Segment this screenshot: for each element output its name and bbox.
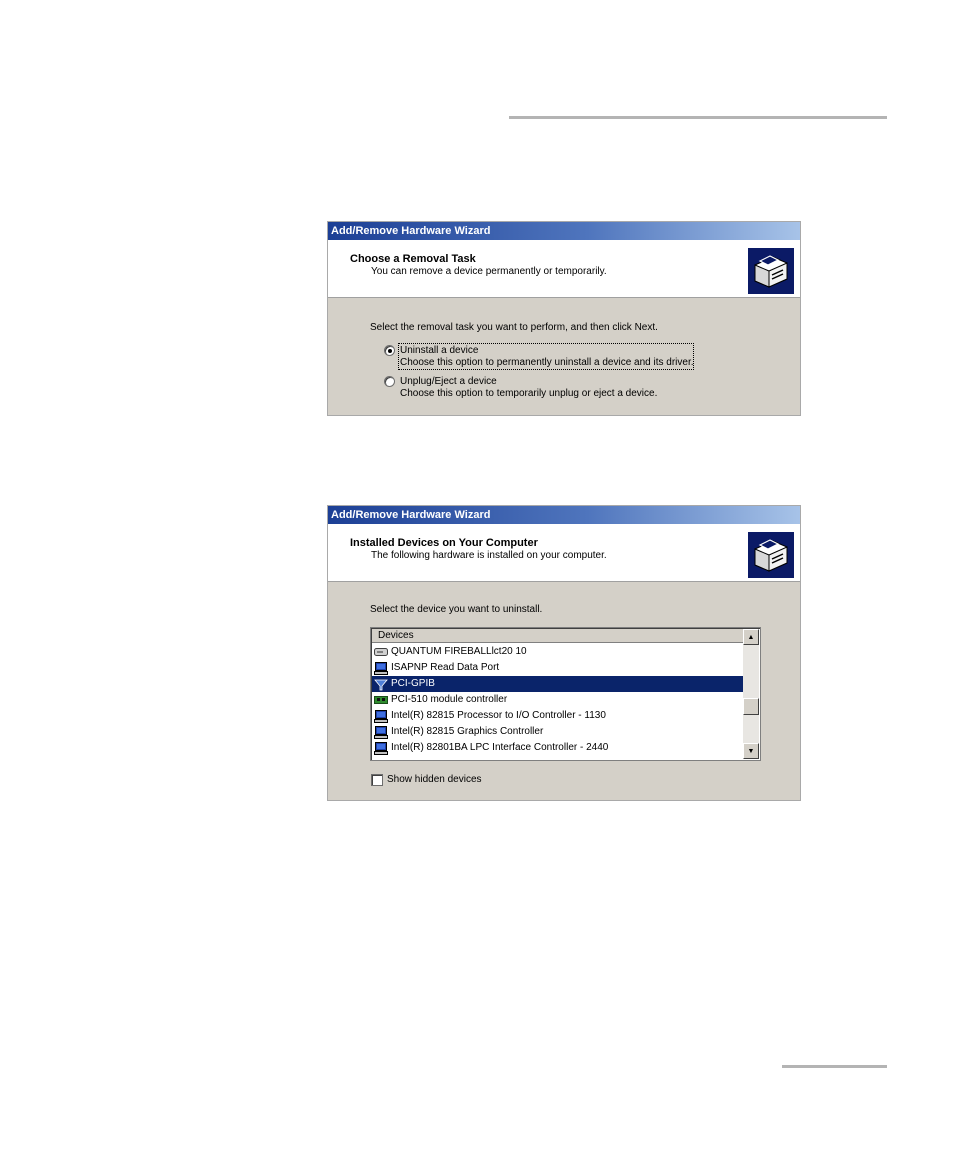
device-row[interactable]: ISAPNP Read Data Port	[372, 660, 744, 676]
wizard-header	[328, 240, 800, 298]
page-subtitle: The following hardware is installed on your computer.	[371, 550, 607, 561]
computer-icon	[374, 742, 388, 754]
unplug-eject-option-description: Choose this option to temporarily unplug or eject a device.	[400, 388, 658, 399]
scroll-thumb[interactable]	[743, 698, 759, 715]
devices-column-header[interactable]: Devices	[372, 629, 744, 643]
page-title: Installed Devices on Your Computer	[350, 537, 538, 549]
device-row[interactable]: Intel(R) 82815 Graphics Controller	[372, 724, 744, 740]
show-hidden-devices-label[interactable]: Show hidden devices	[387, 774, 482, 785]
show-hidden-devices-checkbox[interactable]	[371, 774, 383, 786]
vertical-scrollbar[interactable]	[743, 629, 759, 759]
uninstall-radio[interactable]	[384, 345, 395, 356]
page-subtitle: You can remove a device permanently or temporarily.	[371, 266, 607, 277]
hardware-wizard-icon	[748, 248, 794, 294]
gpib-icon	[374, 678, 388, 690]
device-row[interactable]: Intel(R) 82801BA LPC Interface Controller - 2440	[372, 740, 744, 756]
unplug-eject-radio[interactable]	[384, 376, 395, 387]
scroll-up-button[interactable]	[743, 629, 759, 645]
hardware-wizard-icon	[748, 532, 794, 578]
instruction-text: Select the device you want to uninstall.	[370, 604, 543, 615]
scroll-down-button[interactable]	[743, 743, 759, 759]
disk-drive-icon	[374, 646, 388, 658]
computer-icon	[374, 710, 388, 722]
page-title: Choose a Removal Task	[350, 253, 476, 265]
window-title: Add/Remove Hardware Wizard	[328, 506, 800, 524]
arrow-up-icon: ▲	[747, 633, 755, 641]
arrow-down-icon: ▼	[747, 747, 755, 755]
instruction-text: Select the removal task you want to perform, and then click Next.	[370, 322, 658, 333]
device-row[interactable]: QUANTUM FIREBALLlct20 10	[372, 644, 744, 660]
circuit-board-icon	[374, 694, 388, 706]
device-row[interactable]: Intel(R) 82815 Processor to I/O Controller - 1130	[372, 708, 744, 724]
device-list[interactable]	[370, 627, 761, 761]
header-rule	[509, 116, 887, 119]
window-title: Add/Remove Hardware Wizard	[328, 222, 800, 240]
removal-task-dialog	[327, 221, 801, 416]
device-row[interactable]: PCI-510 module controller	[372, 692, 744, 708]
computer-icon	[374, 662, 388, 674]
device-rows	[372, 644, 744, 756]
wizard-header	[328, 524, 800, 582]
computer-icon	[374, 726, 388, 738]
unplug-eject-option-label[interactable]: Unplug/Eject a device	[400, 376, 497, 387]
uninstall-option-description: Choose this option to permanently uninstall a device and its driver.	[400, 357, 694, 368]
footer-rule	[782, 1065, 887, 1068]
device-row-selected[interactable]: PCI-GPIB	[372, 676, 744, 692]
installed-devices-dialog	[327, 505, 801, 801]
uninstall-option-label[interactable]: Uninstall a device	[400, 345, 479, 356]
